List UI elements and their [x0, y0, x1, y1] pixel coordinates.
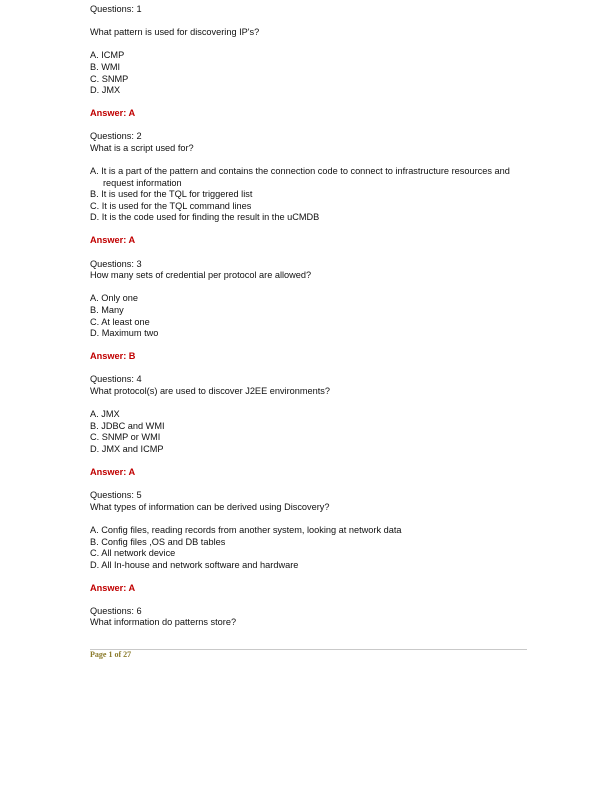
- question-label: Questions: 3: [90, 258, 142, 269]
- option: C. It is used for the TQL command lines: [90, 200, 252, 211]
- answer-1: Answer: A: [90, 108, 136, 119]
- option: D. It is the code used for finding the result in the uCMDB: [90, 212, 320, 223]
- question-label: Questions: 2: [90, 131, 142, 142]
- option: C. At least one: [90, 316, 150, 327]
- footer-divider: [90, 649, 527, 650]
- answer-5: Answer: A: [90, 582, 136, 593]
- question-5: [90, 490, 530, 571]
- option: C. SNMP or WMI: [90, 432, 161, 443]
- option: A. It is a part of the pattern and contains the connection code to connect to infrastructure resources and request information: [90, 166, 510, 188]
- option: D. All In-house and network software and hardware: [90, 559, 299, 570]
- question-text: What protocol(s) are used to discover J2EE environments?: [90, 385, 331, 396]
- option: B. It is used for the TQL for triggered list: [90, 189, 253, 200]
- option: A. ICMP: [90, 50, 125, 61]
- option: B. WMI: [90, 61, 121, 72]
- option: A. Only one: [90, 293, 139, 304]
- question-text: What information do patterns store?: [90, 617, 237, 628]
- question-3: [90, 259, 530, 340]
- option: D. JMX and ICMP: [90, 443, 164, 454]
- option: C. All network device: [90, 548, 176, 559]
- answer-4: Answer: A: [90, 466, 136, 477]
- question-text: What is a script used for?: [90, 142, 194, 153]
- option: B. JDBC and WMI: [90, 420, 165, 431]
- question-1: [90, 4, 530, 97]
- question-6: [90, 606, 530, 629]
- option: B. Many: [90, 305, 124, 316]
- answer-3: Answer: B: [90, 351, 136, 362]
- option: C. SNMP: [90, 73, 129, 84]
- question-4: [90, 374, 530, 455]
- question-text: How many sets of credential per protocol are allowed?: [90, 270, 312, 281]
- question-label: Questions: 1: [90, 4, 142, 14]
- question-text: What pattern is used for discovering IP's?: [90, 27, 260, 38]
- page-number: Page 1 of 27: [90, 650, 132, 659]
- question-label: Questions: 6: [90, 605, 142, 616]
- question-label: Questions: 4: [90, 374, 142, 385]
- option: D. JMX: [90, 85, 121, 96]
- option: B. Config files ,OS and DB tables: [90, 536, 226, 547]
- question-text: What types of information can be derived using Discovery?: [90, 501, 330, 512]
- option: D. Maximum two: [90, 328, 159, 339]
- answer-2: Answer: A: [90, 235, 136, 246]
- option: A. Config files, reading records from another system, looking at network data: [90, 524, 402, 535]
- option: A. JMX: [90, 409, 120, 420]
- question-list: [90, 4, 530, 640]
- question-2: [90, 131, 530, 224]
- question-label: Questions: 5: [90, 490, 142, 501]
